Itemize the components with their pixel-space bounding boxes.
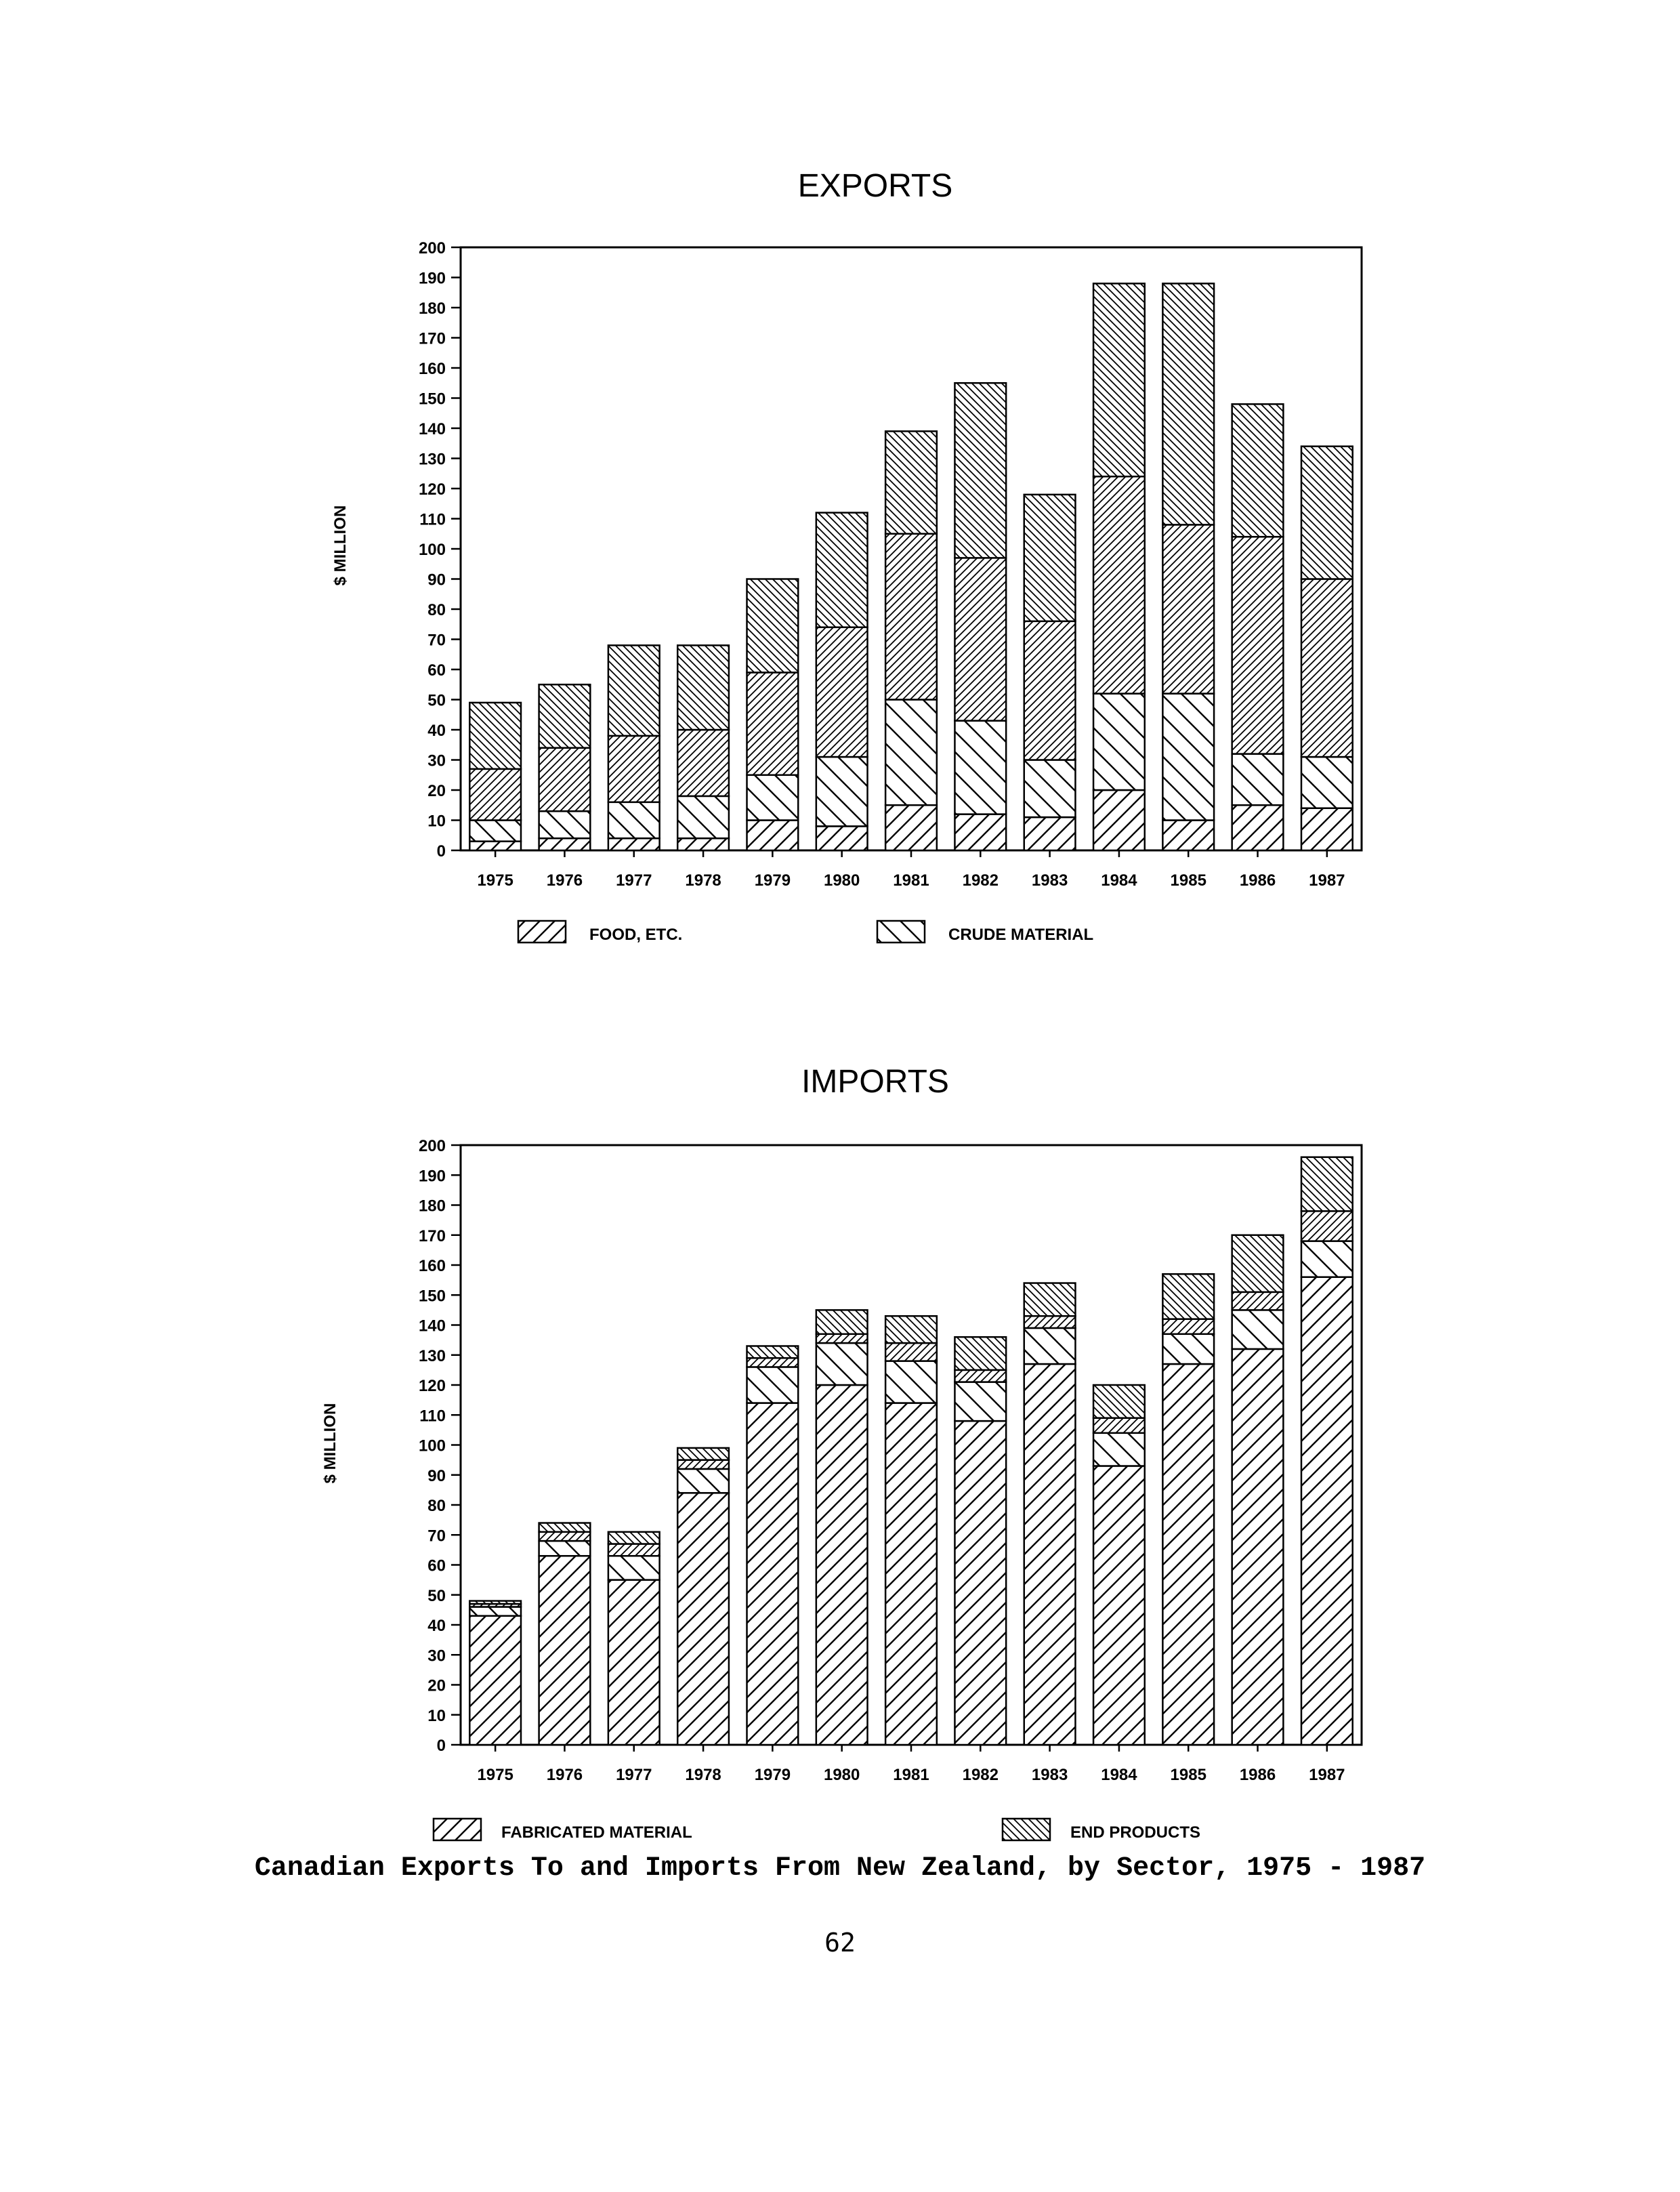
imports-bar-1975-segment-4	[469, 1601, 521, 1604]
exports-bar-1976-segment-4	[539, 684, 591, 747]
imports-bar-1981-segment-1	[885, 1403, 937, 1745]
exports-x-tick-label: 1975	[477, 871, 513, 890]
exports-bar-1983-segment-4	[1024, 495, 1076, 621]
imports-bar-1975-segment-1	[469, 1616, 521, 1745]
imports-bar-1981-segment-4	[885, 1316, 937, 1343]
exports-y-tick-label: 20	[427, 782, 446, 800]
imports-bar-1983-segment-2	[1024, 1328, 1076, 1364]
imports-bar-1984-segment-3	[1093, 1418, 1145, 1433]
imports-x-tick-label: 1980	[823, 1766, 860, 1784]
exports-bar-1975-segment-1	[469, 842, 521, 850]
exports-bar-1980-segment-4	[816, 513, 868, 627]
imports-y-tick-label: 160	[418, 1257, 446, 1275]
imports-x-tick-label: 1981	[893, 1766, 929, 1784]
exports-y-tick-label: 40	[427, 722, 446, 740]
imports-y-tick-label: 170	[418, 1226, 446, 1245]
exports-y-tick-label: 170	[418, 329, 446, 348]
imports-legend-swatch	[1003, 1819, 1050, 1840]
imports-x-tick-labels	[477, 1766, 1345, 1784]
imports-y-tick-label: 190	[418, 1167, 446, 1186]
exports-x-tick-label: 1984	[1101, 871, 1137, 890]
imports-bar-1979-segment-3	[747, 1358, 799, 1367]
imports-bar-1978-segment-4	[677, 1448, 729, 1460]
exports-bar-1979-segment-2	[747, 775, 799, 821]
exports-y-tick-label: 180	[418, 299, 446, 318]
imports-y-tick-label: 120	[418, 1377, 446, 1395]
exports-bar-1983-segment-1	[1024, 817, 1076, 850]
exports-x-tick-label: 1980	[823, 871, 860, 890]
exports-title: EXPORTS	[797, 168, 953, 204]
exports-x-tick-label: 1977	[616, 871, 652, 890]
exports-bar-1978-segment-1	[677, 838, 729, 850]
imports-y-tick-label: 50	[427, 1586, 446, 1605]
imports-x-tick-label: 1987	[1309, 1766, 1345, 1784]
imports-y-tick-label: 90	[427, 1466, 446, 1485]
exports-y-tick-label: 130	[418, 450, 446, 469]
imports-bar-1986-segment-1	[1232, 1349, 1284, 1745]
exports-bar-1977-segment-4	[608, 645, 660, 736]
imports-bar-1976-segment-1	[539, 1556, 591, 1745]
imports-bar-1976-segment-4	[539, 1523, 591, 1532]
imports-x-tick-label: 1986	[1239, 1766, 1276, 1784]
imports-bar-1977-segment-4	[608, 1532, 660, 1544]
exports-y-tick-label: 10	[427, 812, 446, 831]
imports-bar-1977-segment-3	[608, 1544, 660, 1556]
exports-bar-1977-segment-2	[608, 802, 660, 838]
exports-y-tick-label: 0	[436, 842, 446, 861]
imports-y-tick-labels	[419, 1137, 446, 1755]
imports-bar-1981-segment-3	[885, 1343, 937, 1361]
exports-bar-1975-segment-2	[469, 821, 521, 842]
exports-bar-1985-segment-4	[1162, 283, 1214, 524]
exports-bar-1978-segment-2	[677, 796, 729, 838]
imports-bar-1987-segment-3	[1301, 1211, 1353, 1241]
imports-x-tick-label: 1976	[546, 1766, 583, 1784]
exports-bar-1982-segment-4	[954, 383, 1006, 558]
imports-bar-1980-segment-2	[816, 1343, 868, 1385]
imports-bar-1984-segment-2	[1093, 1433, 1145, 1466]
imports-y-tick-label: 0	[436, 1737, 446, 1755]
imports-x-tick-label: 1984	[1101, 1766, 1137, 1784]
exports-bar-1987-segment-1	[1301, 808, 1353, 850]
imports-x-tick-label: 1982	[962, 1766, 999, 1784]
exports-bar-1982-segment-1	[954, 814, 1006, 850]
exports-bar-1984-segment-1	[1093, 790, 1145, 850]
imports-y-tick-label: 40	[427, 1617, 446, 1635]
imports-bar-1985-segment-1	[1162, 1364, 1214, 1745]
exports-bar-1982-segment-3	[954, 558, 1006, 720]
exports-x-tick-label: 1983	[1031, 871, 1068, 890]
exports-x-tick-label: 1987	[1309, 871, 1345, 890]
imports-bar-1980-segment-3	[816, 1334, 868, 1343]
imports-legend-label: FABRICATED MATERIAL	[501, 1823, 692, 1842]
imports-bar-1978-segment-3	[677, 1460, 729, 1469]
exports-y-tick-label: 60	[427, 661, 446, 680]
imports-x-tick-label: 1985	[1170, 1766, 1206, 1784]
exports-bar-1981-segment-1	[885, 805, 937, 850]
imports-bar-1985-segment-2	[1162, 1334, 1214, 1364]
figure-caption: Canadian Exports To and Imports From New Zealand, by Sector, 1975 - 1987	[254, 1853, 1426, 1884]
imports-title: IMPORTS	[801, 1064, 949, 1100]
imports-y-tick-label: 70	[427, 1527, 446, 1546]
exports-y-tick-label: 70	[427, 631, 446, 650]
exports-bar-1977-segment-1	[608, 838, 660, 850]
exports-y-tick-label: 200	[418, 239, 446, 257]
exports-y-tick-label: 150	[418, 390, 446, 409]
imports-bar-1982-segment-1	[954, 1421, 1006, 1745]
exports-bar-1984-segment-3	[1093, 476, 1145, 693]
exports-legend-label: CRUDE MATERIAL	[948, 926, 1094, 944]
imports-bar-1979-segment-1	[747, 1403, 799, 1745]
exports-x-tick-label: 1976	[546, 871, 583, 890]
imports-bar-1982-segment-2	[954, 1382, 1006, 1422]
imports-bar-1987-segment-2	[1301, 1241, 1353, 1277]
exports-y-tick-label: 160	[418, 360, 446, 378]
exports-y-tick-label: 120	[418, 480, 446, 499]
exports-bar-1984-segment-4	[1093, 283, 1145, 476]
imports-legend-swatch	[434, 1819, 481, 1840]
exports-bar-1985-segment-1	[1162, 821, 1214, 851]
imports-bar-1983-segment-3	[1024, 1316, 1076, 1328]
imports-x-tick-label: 1975	[477, 1766, 513, 1784]
imports-bar-1987-segment-1	[1301, 1277, 1353, 1745]
exports-bar-1980-segment-1	[816, 826, 868, 850]
exports-bar-1981-segment-2	[885, 700, 937, 806]
exports-legend-swatch	[518, 921, 566, 943]
exports-bar-1985-segment-3	[1162, 524, 1214, 693]
page-number: 62	[824, 1928, 856, 1958]
exports-y-tick-label: 90	[427, 571, 446, 590]
imports-bar-1975-segment-2	[469, 1607, 521, 1615]
imports-bar-1979-segment-4	[747, 1346, 799, 1358]
exports-bar-1979-segment-3	[747, 672, 799, 774]
imports-y-tick-label: 100	[418, 1436, 446, 1455]
exports-bar-1987-segment-4	[1301, 447, 1353, 579]
exports-bar-1986-segment-1	[1232, 805, 1284, 850]
imports-bar-1987-segment-4	[1301, 1157, 1353, 1212]
imports-bar-1984-segment-4	[1093, 1385, 1145, 1418]
imports-bar-1984-segment-1	[1093, 1466, 1145, 1745]
imports-x-tick-label: 1983	[1031, 1766, 1068, 1784]
imports-y-tick-label: 10	[427, 1706, 446, 1725]
exports-legend	[518, 921, 1093, 944]
imports-y-tick-label: 200	[418, 1137, 446, 1155]
exports-bar-1983-segment-3	[1024, 621, 1076, 760]
imports-bar-1985-segment-4	[1162, 1274, 1214, 1319]
imports-bar-1976-segment-3	[539, 1532, 591, 1541]
exports-bar-1976-segment-3	[539, 748, 591, 811]
imports-bar-1980-segment-1	[816, 1385, 868, 1745]
imports-bar-1986-segment-2	[1232, 1310, 1284, 1349]
exports-x-tick-label: 1985	[1170, 871, 1206, 890]
exports-bar-1977-segment-3	[608, 736, 660, 802]
imports-y-tick-label: 150	[418, 1287, 446, 1306]
exports-bar-1986-segment-4	[1232, 404, 1284, 537]
exports-bar-1978-segment-4	[677, 645, 729, 730]
exports-bar-1980-segment-3	[816, 627, 868, 757]
exports-bar-1981-segment-3	[885, 534, 937, 700]
imports-x-tick-label: 1977	[616, 1766, 652, 1784]
imports-bar-1982-segment-3	[954, 1370, 1006, 1382]
exports-y-tick-label: 50	[427, 691, 446, 710]
imports-bar-1981-segment-2	[885, 1361, 937, 1403]
exports-y-axis-label: $ MILLION	[331, 505, 350, 586]
imports-bar-1986-segment-4	[1232, 1235, 1284, 1292]
exports-bar-1976-segment-1	[539, 838, 591, 850]
exports-bar-1979-segment-1	[747, 821, 799, 851]
exports-y-tick-label: 110	[419, 510, 446, 529]
exports-bar-1979-segment-4	[747, 579, 799, 673]
exports-bar-1985-segment-2	[1162, 694, 1214, 821]
exports-bar-1981-segment-4	[885, 431, 937, 533]
exports-bar-1987-segment-2	[1301, 757, 1353, 808]
imports-bar-1977-segment-2	[608, 1556, 660, 1579]
exports-bar-1986-segment-3	[1232, 537, 1284, 753]
exports-bar-1986-segment-2	[1232, 754, 1284, 806]
exports-bar-1983-segment-2	[1024, 760, 1076, 818]
imports-y-tick-label: 180	[418, 1197, 446, 1216]
imports-y-tick-label: 110	[419, 1407, 446, 1426]
exports-x-tick-label: 1981	[893, 871, 929, 890]
exports-bar-1982-segment-2	[954, 721, 1006, 814]
imports-bar-1980-segment-4	[816, 1310, 868, 1333]
exports-bar-1975-segment-4	[469, 703, 521, 769]
imports-bar-1983-segment-1	[1024, 1364, 1076, 1745]
imports-y-tick-label: 80	[427, 1497, 446, 1515]
imports-bar-1976-segment-2	[539, 1541, 591, 1556]
imports-chart	[321, 1064, 1362, 1842]
exports-y-tick-label: 190	[418, 269, 446, 288]
imports-y-tick-label: 130	[418, 1346, 446, 1365]
exports-chart	[331, 168, 1362, 944]
exports-x-tick-labels	[477, 871, 1345, 890]
imports-bar-1978-segment-2	[677, 1469, 729, 1493]
exports-bar-1987-segment-3	[1301, 579, 1353, 758]
exports-bar-1980-segment-2	[816, 757, 868, 826]
imports-bar-1977-segment-1	[608, 1580, 660, 1745]
exports-x-tick-label: 1982	[962, 871, 999, 890]
imports-bar-1983-segment-4	[1024, 1283, 1076, 1317]
exports-x-tick-label: 1978	[685, 871, 721, 890]
exports-y-tick-labels	[419, 239, 446, 861]
exports-y-tick-label: 140	[418, 420, 446, 438]
exports-y-tick-label: 100	[418, 541, 446, 559]
exports-y-tick-label: 80	[427, 601, 446, 619]
exports-bar-1975-segment-3	[469, 769, 521, 821]
imports-y-tick-label: 60	[427, 1556, 446, 1575]
imports-bar-1979-segment-2	[747, 1367, 799, 1403]
exports-x-tick-label: 1979	[754, 871, 791, 890]
exports-bar-1978-segment-3	[677, 730, 729, 796]
imports-bar-1978-segment-1	[677, 1493, 729, 1745]
imports-x-tick-label: 1979	[754, 1766, 791, 1784]
exports-x-tick-label: 1986	[1239, 871, 1276, 890]
imports-y-tick-label: 140	[418, 1317, 446, 1336]
exports-legend-label: FOOD, ETC.	[589, 926, 683, 944]
exports-bar-1984-segment-2	[1093, 694, 1145, 790]
imports-y-axis-label: $ MILLION	[321, 1403, 339, 1484]
imports-legend	[434, 1819, 1200, 1842]
exports-legend-swatch	[877, 921, 925, 943]
imports-y-tick-label: 30	[427, 1647, 446, 1666]
imports-bar-1982-segment-4	[954, 1337, 1006, 1370]
exports-bar-1976-segment-2	[539, 811, 591, 838]
imports-legend-label: END PRODUCTS	[1070, 1823, 1201, 1842]
imports-bar-1986-segment-3	[1232, 1292, 1284, 1310]
imports-bar-1985-segment-3	[1162, 1319, 1214, 1334]
exports-y-tick-label: 30	[427, 751, 446, 770]
imports-x-tick-label: 1978	[685, 1766, 721, 1784]
imports-y-tick-label: 20	[427, 1676, 446, 1695]
